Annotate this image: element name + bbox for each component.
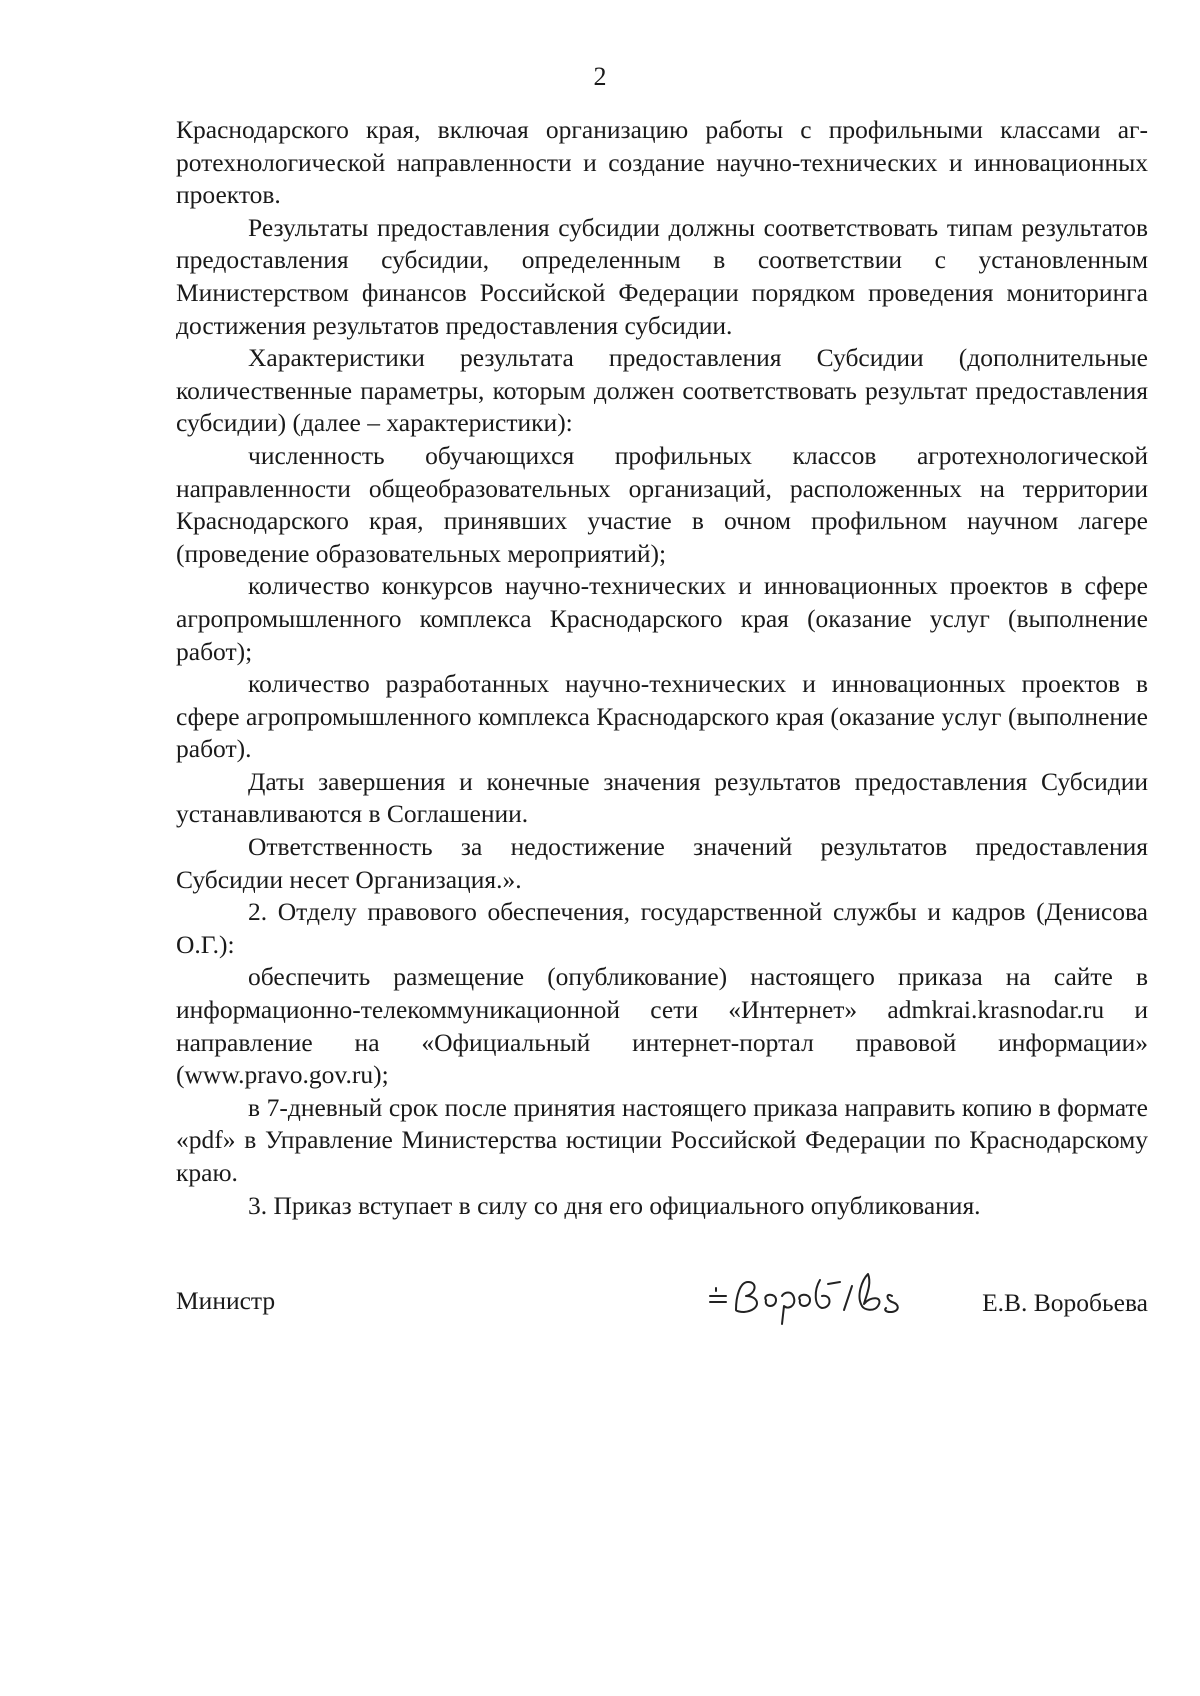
paragraph-contests-count: количество конкурсов научно-технических и инновационных проектов в сфере агропромышленного комплекса Краснодарского края (оказание услуг (выполнение работ); [176,571,1148,666]
paragraph-dates: Даты завершения и конечные значения результатов предоставления Субсидии устанавливаются в Соглашении. [176,766,1148,829]
signatory-title: Министр [176,1286,276,1315]
paragraph-continuation: Краснодарского края, включая организацию работы с профильными классами агротехнологической направленности и создание научно-технических и инновационных проектов. [176,115,1148,210]
paragraph-characteristics: Характеристики результата предоставления Субсидии (дополнительные количественные параметры, которым должен соответствовать результат предоставления субсидии) (далее – характеристики): [176,343,1148,438]
page-number: 2 [593,62,607,91]
paragraph-results-types: Результаты предоставления субсидии должны соответствовать типам результатов предоставления субсидии, определенным в соответствии с установленным Министерством финансов Российской Федерации порядком проведения мониторинга достижения результатов предоставления субсидии. [176,212,1148,340]
paragraph-copy-pdf: в 7-дневный срок после принятия настоящего приказа направить копию в формате «pdf» в Управление Министерства юстиции Российской Федерации по Краснодарскому краю. [176,1092,1148,1187]
signature-block [176,1270,1148,1330]
document-body [176,114,1148,1222]
signatory-name: Е.В. Воробьева [982,1288,1148,1317]
paragraph-publication: обеспечить размещение (опубликование) настоящего приказа на сайте в информационно-телекоммуникационной сети «Интернет» admkrai.krasnodar.ru и направление на «Официальный интернет-портал правовой информации» (www.pravo.gov.ru); [176,962,1148,1090]
handwritten-signature [696,1266,936,1326]
paragraph-students-count: численность обучающихся профильных классов агротехнологической направленности общеобразовательных организаций, расположенных на территории Краснодарского края, принявших участие в очном профильном научном лагере (проведение образовательных мероприятий); [176,440,1148,568]
paragraph-item-2: 2. Отделу правового обеспечения, государственной службы и кадров (Денисова О.Г.): [176,897,1148,959]
paragraph-projects-count: количество разработанных научно-технических и инновационных проектов в сфере агропромышленного комплекса Краснодарского края (оказание услуг (выполнение работ). [176,669,1148,764]
paragraph-item-3: 3. Приказ вступает в силу со дня его официального опубликования. [248,1190,981,1220]
paragraph-responsibility: Ответственность за недостижение значений результатов предоставления Субсидии несет Организация.». [176,832,1148,894]
